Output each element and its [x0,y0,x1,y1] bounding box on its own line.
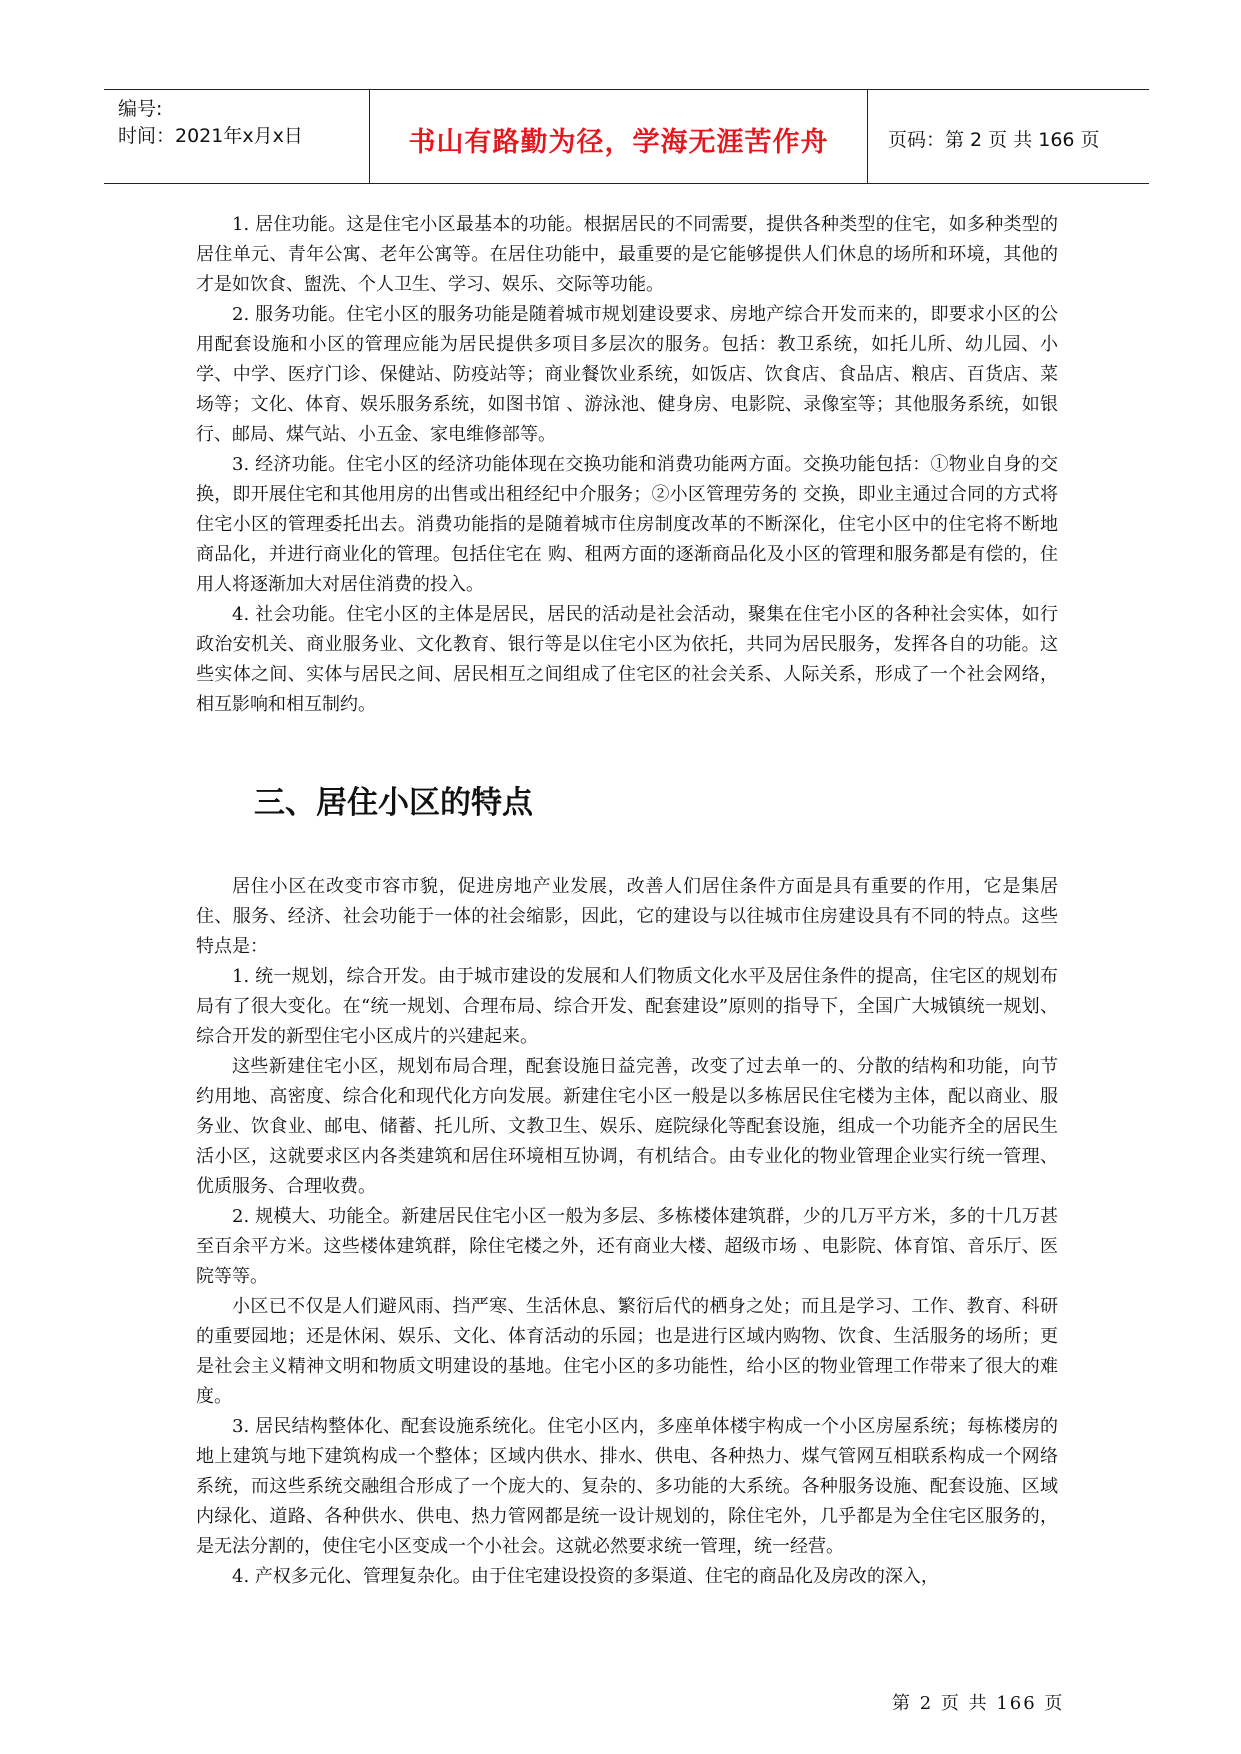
section-2-body [196,872,1058,1592]
paragraph: 2. 服务功能。住宅小区的服务功能是随着城市规划建设要求、房地产综合开发而来的，即要求小区的公用配套设施和小区的管理应能为居民提供多项目多层次的服务。包括：教卫系统，如托儿所、幼儿园、小学、中学、医疗门诊、保健站、防疫站等；商业餐饮业系统，如饭店、饮食店、食品店、粮店、百货店、菜场等；文化、体育、娱乐服务系统，如图书馆 、游泳池、健身房、电影院、录像室等；其他服务系统，如银行、邮局、煤气站、小五金、家电维修部等。 [196,304,1058,445]
header-motto: 书山有路勤为径，学海无涯苦作舟 [408,127,829,158]
paragraph: 1. 居住功能。这是住宅小区最基本的功能。根据居民的不同需要，提供各种类型的住宅，如多种类型的居住单元、青年公寓、老年公寓等。在居住功能中，最重要的是它能够提供人们休息的场所和环境，其他的才是如饮食、盥洗、个人卫生、学习、娱乐、交际等功能。 [196,214,1058,295]
header-left-cell [104,90,369,183]
section-heading: 三、居住小区的特点 [254,785,533,821]
header-page-info: 页码：第 2 页 共 166 页 [888,129,1100,151]
paragraph: 3. 居民结构整体化、配套设施系统化。住宅小区内，多座单体楼宇构成一个小区房屋系统；每栋楼房的地上建筑与地下建筑构成一个整体；区域内供水、排水、供电、各种热力、煤气管网互相联系构成一个网络系统，而这些系统交融组合形成了一个庞大的、复杂的、多功能的大系统。各种服务设施、配套设施、区域内绿化、道路、各种供水、供电、热力管网都是统一设计规划的，除住宅外，几乎都是为全住宅区服务的，是无法分割的，使住宅小区变成一个小社会。这就必然要求统一管理，统一经营。 [196,1416,1058,1557]
document-number-label: 编号: [118,98,163,120]
page-header [104,89,1149,184]
paragraph: 小区已不仅是人们避风雨、挡严寒、生活休息、繁衍后代的栖身之处；而且是学习、工作、教育、科研的重要园地；还是休闲、娱乐、文化、体育活动的乐园；也是进行区域内购物、饮食、生活服务的场所；更是社会主义精神文明和物质文明建设的基地。住宅小区的多功能性，给小区的物业管理工作带来了很大的难度。 [196,1296,1058,1407]
paragraph: 2. 规模大、功能全。新建居民住宅小区一般为多层、多栋楼体建筑群，少的几万平方米，多的十几万甚至百余平方米。这些楼体建筑群，除住宅楼之外，还有商业大楼、超级市场 、电影院、体育馆、音乐厅、医院等等。 [196,1206,1058,1287]
section-1-body [196,210,1058,720]
paragraph: 1. 统一规划，综合开发。由于城市建设的发展和人们物质文化水平及居住条件的提高，住宅区的规划布局有了很大变化。在“统一规划、合理布局、综合开发、配套建设”原则的指导下，全国广大城镇统一规划、综合开发的新型住宅小区成片的兴建起来。 [196,966,1058,1047]
header-right-cell [868,90,1149,183]
paragraph: 4. 社会功能。住宅小区的主体是居民，居民的活动是社会活动，聚集在住宅小区的各种社会实体，如行政治安机关、商业服务业、文化教育、银行等是以住宅小区为依托，共同为居民服务，发挥各自的功能。这些实体之间、实体与居民之间、居民相互之间组成了住宅区的社会关系、人际关系，形成了一个社会网络，相互影响和相互制约。 [196,604,1058,715]
paragraph: 这些新建住宅小区，规划布局合理，配套设施日益完善，改变了过去单一的、分散的结构和功能，向节约用地、高密度、综合化和现代化方向发展。新建住宅小区一般是以多栋居民住宅楼为主体，配以商业、服务业、饮食业、邮电、储蓄、托儿所、文教卫生、娱乐、庭院绿化等配套设施，组成一个功能齐全的居民生活小区，这就要求区内各类建筑和居住环境相互协调，有机结合。由专业化的物业管理企业实行统一管理、优质服务、合理收费。 [196,1056,1058,1197]
paragraph: 3. 经济功能。住宅小区的经济功能体现在交换功能和消费功能两方面。交换功能包括：①物业自身的交换，即开展住宅和其他用房的出售或出租经纪中介服务；②小区管理劳务的 交换，即业主通过合同的方式将住宅小区的管理委托出去。消费功能指的是随着城市住房制度改革的不断深化，住宅小区中的住宅将不断地商品化，并进行商业化的管理。包括住宅在 购、租两方面的逐渐商品化及小区的管理和服务都是有偿的，住用人将逐渐加大对居住消费的投入。 [196,454,1058,595]
page-footer: 第 2 页 共 166 页 [892,1693,1065,1714]
document-time-label: 时间：2021年x月x日 [118,125,303,147]
paragraph: 居住小区在改变市容市貌，促进房地产业发展，改善人们居住条件方面是具有重要的作用，它是集居住、服务、经济、社会功能于一体的社会缩影，因此，它的建设与以往城市住房建设具有不同的特点。这些特点是： [196,876,1058,957]
paragraph: 4. 产权多元化、管理复杂化。由于住宅建设投资的多渠道、住宅的商品化及房改的深入， [232,1566,939,1587]
header-middle-cell [369,90,868,183]
